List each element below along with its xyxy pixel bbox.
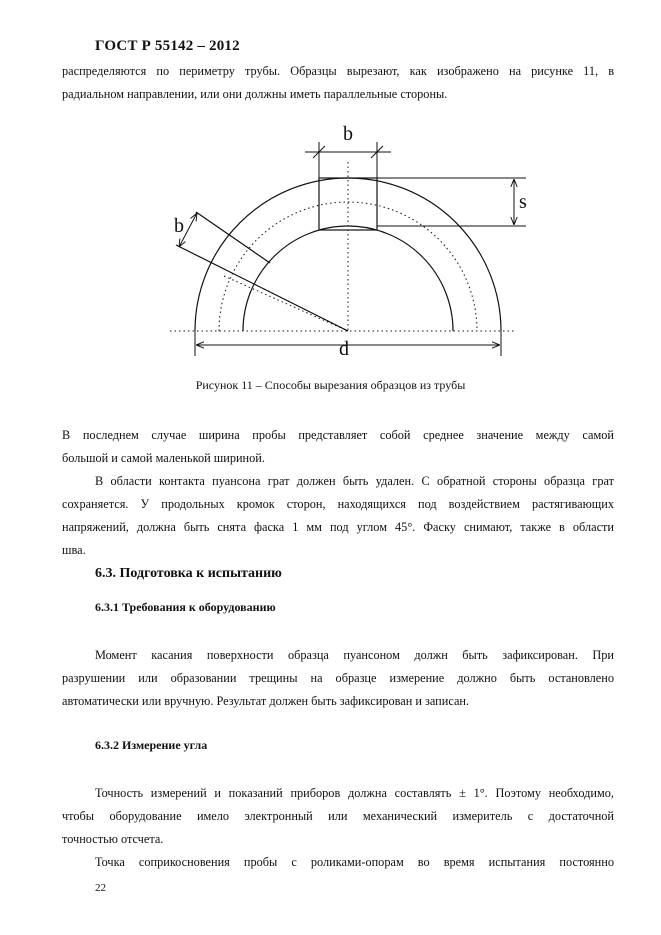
para3-line-3: автоматически или вручную. Результат должен быть зафиксирован и записан. <box>62 694 470 708</box>
label-b-top: b <box>343 123 353 145</box>
label-s: s <box>519 191 527 213</box>
para1-line-2: большой и самой маленькой шириной. <box>62 451 265 465</box>
pipe-cutting-figure <box>0 0 661 375</box>
para2-line-1: В области контакта пуансона грат должен быть удален. С обратной стороны образца грат <box>95 474 614 488</box>
para4-line-3: точностью отсчета. <box>62 832 164 846</box>
para2-line-2: сохраняется. У продольных кромок сторон, находящихся под воздействием растягивающих <box>62 497 614 511</box>
para3-line-1: Момент касания поверхности образца пуансоном должн быть зафиксирован. При <box>95 648 614 662</box>
page-number: 22 <box>95 882 106 894</box>
radial-cut-line-lower <box>224 276 348 331</box>
figure-caption: Рисунок 11 – Способы вырезания образцов из трубы <box>195 378 466 392</box>
para2-line-3: напряжений, должна быть снята фаска 1 мм под углом 45°. Фаску снимают, также в области <box>62 520 614 534</box>
label-b-left: b <box>174 215 184 237</box>
intro-line-2: радиальном направлении, или они должны иметь параллельные стороны. <box>62 87 448 101</box>
intro-line-1: распределяются по периметру трубы. Образцы вырезают, как изображено на рисунке 11, в <box>62 64 614 78</box>
para3-line-2: разрушении или образовании трещины на образце измерение должно быть остановлено <box>62 671 614 685</box>
subsection-heading-angle: 6.3.2 Измерение угла <box>95 738 208 752</box>
label-d: d <box>339 338 349 360</box>
para4-line-2: чтобы оборудование имело электронный или механический измеритель с достаточной <box>62 809 614 823</box>
para4-line-1: Точность измерений и показаний приборов должна составлять ± 1°. Поэтому необходимо, <box>95 786 614 800</box>
section-heading: 6.3. Подготовка к испытанию <box>95 566 282 581</box>
para5-line-1: Точка соприкосновения пробы с роликами-опорам во время испытания постоянно <box>95 855 614 869</box>
para1-line-1: В последнем случае ширина пробы представляет собой среднее значение между самой <box>62 428 614 442</box>
document-header: ГОСТ Р 55142 – 2012 <box>95 38 240 54</box>
outer-wall-arc <box>195 178 501 331</box>
subsection-heading-equipment: 6.3.1 Требования к оборудованию <box>95 600 276 614</box>
para2-line-4: шва. <box>62 543 86 557</box>
